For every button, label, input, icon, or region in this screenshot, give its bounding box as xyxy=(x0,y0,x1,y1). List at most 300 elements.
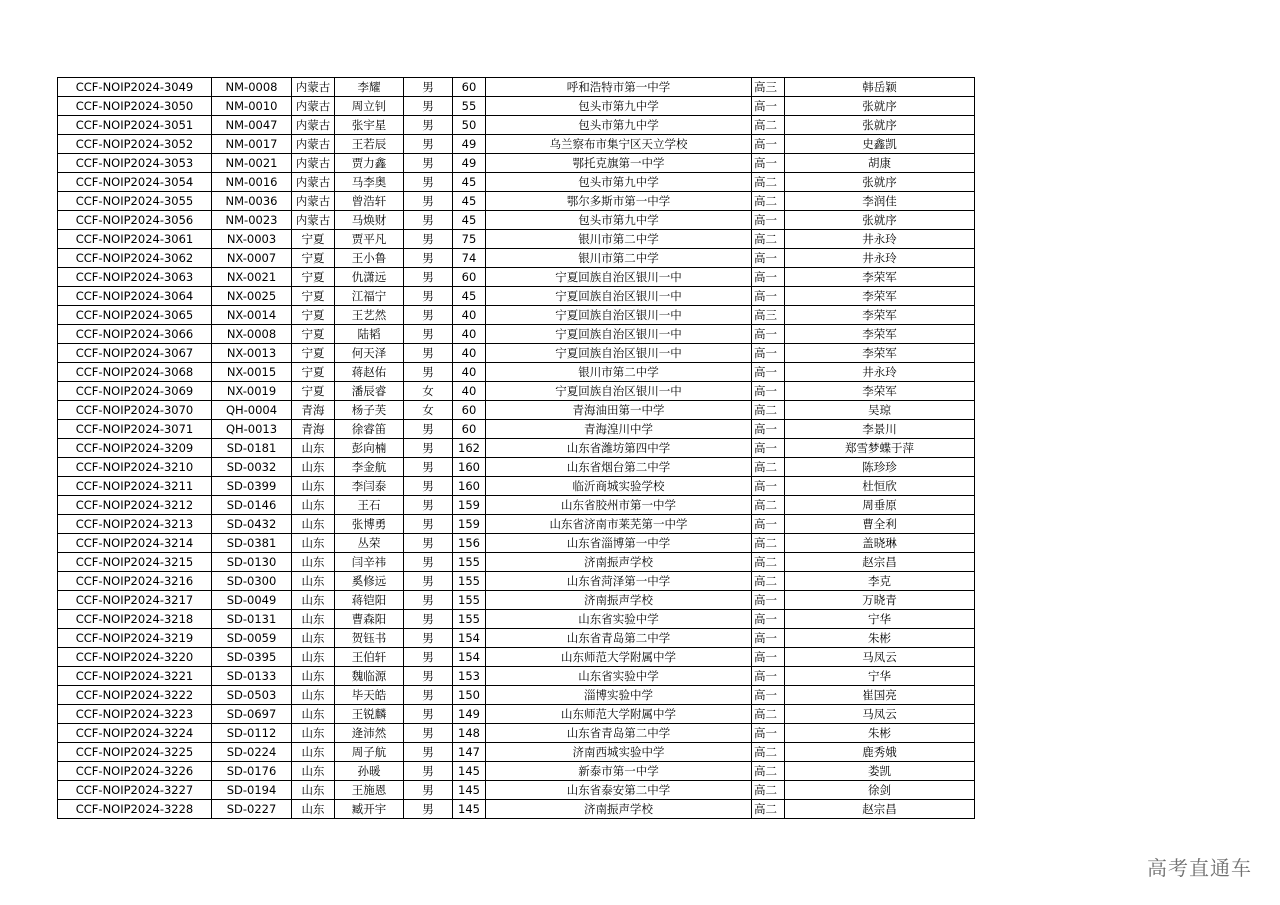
cell-teacher: 崔国亮 xyxy=(785,686,975,705)
cell-grade: 高二 xyxy=(752,116,785,135)
cell-grade: 高一 xyxy=(752,591,785,610)
cell-score: 160 xyxy=(453,458,486,477)
cell-province: 宁夏 xyxy=(292,344,335,363)
cell-grade: 高一 xyxy=(752,648,785,667)
cell-contestant-id: SD-0300 xyxy=(212,572,292,591)
cell-teacher: 李润佳 xyxy=(785,192,975,211)
cell-teacher: 马凤云 xyxy=(785,705,975,724)
cell-name: 孙暖 xyxy=(335,762,404,781)
cell-score: 145 xyxy=(453,800,486,819)
cell-contestant-id: SD-0194 xyxy=(212,781,292,800)
cell-cert-id: CCF-NOIP2024-3209 xyxy=(58,439,212,458)
cell-contestant-id: NM-0047 xyxy=(212,116,292,135)
table-row xyxy=(58,534,975,553)
cell-province: 山东 xyxy=(292,762,335,781)
cell-score: 150 xyxy=(453,686,486,705)
cell-school: 山东省青岛第二中学 xyxy=(486,724,752,743)
cell-name: 王若辰 xyxy=(335,135,404,154)
cell-province: 内蒙古 xyxy=(292,192,335,211)
cell-school: 济南振声学校 xyxy=(486,800,752,819)
cell-name: 蒋赵佑 xyxy=(335,363,404,382)
cell-school: 济南振声学校 xyxy=(486,591,752,610)
cell-school: 新泰市第一中学 xyxy=(486,762,752,781)
cell-school: 宁夏回族自治区银川一中 xyxy=(486,382,752,401)
cell-province: 山东 xyxy=(292,686,335,705)
cell-gender: 男 xyxy=(404,553,453,572)
cell-name: 曾浩轩 xyxy=(335,192,404,211)
cell-school: 淄博实验中学 xyxy=(486,686,752,705)
cell-school: 宁夏回族自治区银川一中 xyxy=(486,287,752,306)
cell-cert-id: CCF-NOIP2024-3071 xyxy=(58,420,212,439)
table-row xyxy=(58,268,975,287)
cell-score: 155 xyxy=(453,610,486,629)
cell-name: 徐睿笛 xyxy=(335,420,404,439)
cell-province: 山东 xyxy=(292,705,335,724)
cell-gender: 男 xyxy=(404,743,453,762)
cell-contestant-id: NX-0008 xyxy=(212,325,292,344)
cell-gender: 男 xyxy=(404,629,453,648)
cell-contestant-id: SD-0181 xyxy=(212,439,292,458)
cell-grade: 高二 xyxy=(752,572,785,591)
cell-score: 154 xyxy=(453,648,486,667)
cell-province: 山东 xyxy=(292,610,335,629)
cell-school: 临沂商城实验学校 xyxy=(486,477,752,496)
cell-cert-id: CCF-NOIP2024-3067 xyxy=(58,344,212,363)
cell-gender: 男 xyxy=(404,439,453,458)
cell-grade: 高一 xyxy=(752,268,785,287)
cell-teacher: 张就序 xyxy=(785,116,975,135)
cell-score: 40 xyxy=(453,306,486,325)
cell-gender: 男 xyxy=(404,325,453,344)
cell-teacher: 韩岳颖 xyxy=(785,78,975,97)
cell-teacher: 周垂原 xyxy=(785,496,975,515)
cell-province: 内蒙古 xyxy=(292,173,335,192)
cell-province: 山东 xyxy=(292,591,335,610)
cell-teacher: 李荣军 xyxy=(785,306,975,325)
cell-province: 山东 xyxy=(292,515,335,534)
cell-name: 闫辛祎 xyxy=(335,553,404,572)
cell-name: 陆韬 xyxy=(335,325,404,344)
table-row xyxy=(58,686,975,705)
cell-province: 内蒙古 xyxy=(292,97,335,116)
table-row xyxy=(58,287,975,306)
cell-score: 155 xyxy=(453,553,486,572)
cell-teacher: 朱彬 xyxy=(785,629,975,648)
cell-grade: 高三 xyxy=(752,78,785,97)
cell-teacher: 赵宗昌 xyxy=(785,553,975,572)
cell-grade: 高二 xyxy=(752,705,785,724)
cell-teacher: 盖晓琳 xyxy=(785,534,975,553)
table-row xyxy=(58,344,975,363)
table-row xyxy=(58,135,975,154)
cell-gender: 男 xyxy=(404,344,453,363)
cell-contestant-id: SD-0395 xyxy=(212,648,292,667)
cell-grade: 高一 xyxy=(752,667,785,686)
cell-gender: 男 xyxy=(404,572,453,591)
cell-school: 山东省烟台第二中学 xyxy=(486,458,752,477)
results-table-body xyxy=(58,78,975,819)
cell-province: 山东 xyxy=(292,439,335,458)
cell-cert-id: CCF-NOIP2024-3225 xyxy=(58,743,212,762)
cell-grade: 高二 xyxy=(752,458,785,477)
cell-grade: 高一 xyxy=(752,724,785,743)
cell-teacher: 陈珍珍 xyxy=(785,458,975,477)
cell-gender: 男 xyxy=(404,154,453,173)
cell-score: 147 xyxy=(453,743,486,762)
cell-province: 宁夏 xyxy=(292,325,335,344)
watermark-text: 高考直通车 xyxy=(1147,856,1252,880)
cell-gender: 女 xyxy=(404,401,453,420)
cell-score: 60 xyxy=(453,78,486,97)
cell-teacher: 李荣军 xyxy=(785,325,975,344)
cell-gender: 男 xyxy=(404,724,453,743)
table-row xyxy=(58,591,975,610)
cell-name: 贾平凡 xyxy=(335,230,404,249)
cell-name: 周立钊 xyxy=(335,97,404,116)
cell-gender: 男 xyxy=(404,515,453,534)
cell-province: 宁夏 xyxy=(292,287,335,306)
cell-grade: 高一 xyxy=(752,610,785,629)
cell-school: 山东省实验中学 xyxy=(486,667,752,686)
cell-teacher: 杜恒欣 xyxy=(785,477,975,496)
cell-name: 奚修远 xyxy=(335,572,404,591)
cell-contestant-id: SD-0059 xyxy=(212,629,292,648)
cell-gender: 男 xyxy=(404,420,453,439)
cell-gender: 男 xyxy=(404,135,453,154)
table-row xyxy=(58,382,975,401)
cell-name: 张博勇 xyxy=(335,515,404,534)
cell-province: 山东 xyxy=(292,648,335,667)
cell-gender: 男 xyxy=(404,534,453,553)
cell-cert-id: CCF-NOIP2024-3064 xyxy=(58,287,212,306)
table-row xyxy=(58,629,975,648)
cell-school: 山东省菏泽第一中学 xyxy=(486,572,752,591)
cell-gender: 男 xyxy=(404,762,453,781)
cell-name: 王锐麟 xyxy=(335,705,404,724)
cell-province: 内蒙古 xyxy=(292,211,335,230)
cell-school: 宁夏回族自治区银川一中 xyxy=(486,325,752,344)
table-row xyxy=(58,363,975,382)
cell-gender: 男 xyxy=(404,667,453,686)
cell-score: 145 xyxy=(453,781,486,800)
cell-teacher: 李克 xyxy=(785,572,975,591)
cell-teacher: 曹全利 xyxy=(785,515,975,534)
cell-school: 鄂尔多斯市第一中学 xyxy=(486,192,752,211)
cell-score: 60 xyxy=(453,268,486,287)
cell-contestant-id: SD-0131 xyxy=(212,610,292,629)
cell-school: 济南西城实验中学 xyxy=(486,743,752,762)
cell-school: 青海湟川中学 xyxy=(486,420,752,439)
table-row xyxy=(58,572,975,591)
cell-contestant-id: QH-0013 xyxy=(212,420,292,439)
cell-grade: 高一 xyxy=(752,325,785,344)
cell-gender: 男 xyxy=(404,610,453,629)
cell-province: 宁夏 xyxy=(292,363,335,382)
cell-cert-id: CCF-NOIP2024-3218 xyxy=(58,610,212,629)
cell-province: 青海 xyxy=(292,401,335,420)
table-row xyxy=(58,553,975,572)
cell-gender: 男 xyxy=(404,230,453,249)
cell-teacher: 宁华 xyxy=(785,610,975,629)
cell-teacher: 赵宗昌 xyxy=(785,800,975,819)
cell-gender: 男 xyxy=(404,192,453,211)
cell-province: 山东 xyxy=(292,743,335,762)
cell-province: 宁夏 xyxy=(292,382,335,401)
cell-score: 45 xyxy=(453,211,486,230)
cell-contestant-id: SD-0112 xyxy=(212,724,292,743)
cell-name: 蒋铠阳 xyxy=(335,591,404,610)
cell-cert-id: CCF-NOIP2024-3051 xyxy=(58,116,212,135)
cell-gender: 男 xyxy=(404,686,453,705)
cell-province: 宁夏 xyxy=(292,230,335,249)
cell-school: 呼和浩特市第一中学 xyxy=(486,78,752,97)
cell-cert-id: CCF-NOIP2024-3211 xyxy=(58,477,212,496)
cell-contestant-id: NX-0019 xyxy=(212,382,292,401)
cell-name: 曹森阳 xyxy=(335,610,404,629)
table-row xyxy=(58,648,975,667)
cell-name: 王施恩 xyxy=(335,781,404,800)
cell-cert-id: CCF-NOIP2024-3222 xyxy=(58,686,212,705)
cell-contestant-id: NM-0016 xyxy=(212,173,292,192)
cell-contestant-id: SD-0032 xyxy=(212,458,292,477)
table-row xyxy=(58,192,975,211)
cell-contestant-id: NX-0013 xyxy=(212,344,292,363)
cell-school: 包头市第九中学 xyxy=(486,116,752,135)
cell-grade: 高二 xyxy=(752,762,785,781)
cell-name: 魏临源 xyxy=(335,667,404,686)
table-row xyxy=(58,420,975,439)
cell-score: 159 xyxy=(453,515,486,534)
cell-cert-id: CCF-NOIP2024-3056 xyxy=(58,211,212,230)
table-row xyxy=(58,116,975,135)
cell-cert-id: CCF-NOIP2024-3062 xyxy=(58,249,212,268)
cell-grade: 高三 xyxy=(752,306,785,325)
cell-contestant-id: SD-0227 xyxy=(212,800,292,819)
cell-cert-id: CCF-NOIP2024-3068 xyxy=(58,363,212,382)
cell-name: 彭向楠 xyxy=(335,439,404,458)
cell-cert-id: CCF-NOIP2024-3215 xyxy=(58,553,212,572)
cell-teacher: 李荣军 xyxy=(785,344,975,363)
cell-name: 周子航 xyxy=(335,743,404,762)
cell-gender: 男 xyxy=(404,496,453,515)
cell-teacher: 朱彬 xyxy=(785,724,975,743)
cell-school: 宁夏回族自治区银川一中 xyxy=(486,268,752,287)
cell-contestant-id: NM-0010 xyxy=(212,97,292,116)
cell-gender: 男 xyxy=(404,116,453,135)
cell-province: 山东 xyxy=(292,477,335,496)
cell-teacher: 井永玲 xyxy=(785,363,975,382)
cell-cert-id: CCF-NOIP2024-3216 xyxy=(58,572,212,591)
cell-contestant-id: SD-0381 xyxy=(212,534,292,553)
cell-score: 55 xyxy=(453,97,486,116)
cell-grade: 高一 xyxy=(752,629,785,648)
cell-grade: 高二 xyxy=(752,401,785,420)
cell-school: 山东省潍坊第四中学 xyxy=(486,439,752,458)
cell-province: 山东 xyxy=(292,534,335,553)
table-row xyxy=(58,724,975,743)
cell-grade: 高二 xyxy=(752,553,785,572)
cell-contestant-id: SD-0224 xyxy=(212,743,292,762)
cell-name: 贺钰书 xyxy=(335,629,404,648)
table-row xyxy=(58,78,975,97)
cell-school: 包头市第九中学 xyxy=(486,211,752,230)
cell-school: 山东省泰安第二中学 xyxy=(486,781,752,800)
cell-teacher: 娄凯 xyxy=(785,762,975,781)
cell-province: 内蒙古 xyxy=(292,78,335,97)
cell-contestant-id: SD-0399 xyxy=(212,477,292,496)
cell-cert-id: CCF-NOIP2024-3224 xyxy=(58,724,212,743)
cell-cert-id: CCF-NOIP2024-3069 xyxy=(58,382,212,401)
cell-school: 山东师范大学附属中学 xyxy=(486,648,752,667)
cell-grade: 高一 xyxy=(752,420,785,439)
cell-gender: 男 xyxy=(404,591,453,610)
cell-grade: 高二 xyxy=(752,230,785,249)
cell-name: 马李奥 xyxy=(335,173,404,192)
cell-province: 宁夏 xyxy=(292,249,335,268)
cell-cert-id: CCF-NOIP2024-3213 xyxy=(58,515,212,534)
cell-cert-id: CCF-NOIP2024-3226 xyxy=(58,762,212,781)
cell-contestant-id: SD-0146 xyxy=(212,496,292,515)
cell-contestant-id: SD-0130 xyxy=(212,553,292,572)
cell-gender: 男 xyxy=(404,648,453,667)
table-row xyxy=(58,97,975,116)
cell-contestant-id: SD-0697 xyxy=(212,705,292,724)
cell-gender: 男 xyxy=(404,477,453,496)
cell-grade: 高一 xyxy=(752,686,785,705)
cell-cert-id: CCF-NOIP2024-3221 xyxy=(58,667,212,686)
table-row xyxy=(58,610,975,629)
results-table xyxy=(57,77,975,819)
cell-score: 40 xyxy=(453,382,486,401)
table-row xyxy=(58,667,975,686)
cell-cert-id: CCF-NOIP2024-3212 xyxy=(58,496,212,515)
cell-score: 155 xyxy=(453,591,486,610)
cell-teacher: 李荣军 xyxy=(785,382,975,401)
cell-school: 山东省淄博第一中学 xyxy=(486,534,752,553)
cell-contestant-id: SD-0133 xyxy=(212,667,292,686)
cell-score: 154 xyxy=(453,629,486,648)
cell-province: 青海 xyxy=(292,420,335,439)
cell-cert-id: CCF-NOIP2024-3049 xyxy=(58,78,212,97)
cell-grade: 高二 xyxy=(752,192,785,211)
cell-name: 王石 xyxy=(335,496,404,515)
cell-name: 李金航 xyxy=(335,458,404,477)
cell-teacher: 吴琼 xyxy=(785,401,975,420)
cell-teacher: 胡康 xyxy=(785,154,975,173)
cell-contestant-id: NX-0021 xyxy=(212,268,292,287)
cell-score: 45 xyxy=(453,192,486,211)
cell-score: 40 xyxy=(453,363,486,382)
table-row xyxy=(58,325,975,344)
table-row xyxy=(58,781,975,800)
cell-contestant-id: NX-0025 xyxy=(212,287,292,306)
cell-province: 宁夏 xyxy=(292,268,335,287)
cell-teacher: 张就序 xyxy=(785,173,975,192)
cell-cert-id: CCF-NOIP2024-3066 xyxy=(58,325,212,344)
cell-score: 155 xyxy=(453,572,486,591)
cell-name: 王艺然 xyxy=(335,306,404,325)
cell-gender: 女 xyxy=(404,382,453,401)
cell-score: 149 xyxy=(453,705,486,724)
cell-teacher: 鹿秀娥 xyxy=(785,743,975,762)
cell-school: 银川市第二中学 xyxy=(486,249,752,268)
cell-cert-id: CCF-NOIP2024-3065 xyxy=(58,306,212,325)
cell-school: 山东师范大学附属中学 xyxy=(486,705,752,724)
cell-school: 包头市第九中学 xyxy=(486,97,752,116)
cell-school: 山东省实验中学 xyxy=(486,610,752,629)
cell-cert-id: CCF-NOIP2024-3050 xyxy=(58,97,212,116)
cell-name: 李闫泰 xyxy=(335,477,404,496)
cell-teacher: 井永玲 xyxy=(785,230,975,249)
cell-name: 王伯轩 xyxy=(335,648,404,667)
cell-school: 济南振声学校 xyxy=(486,553,752,572)
cell-contestant-id: SD-0432 xyxy=(212,515,292,534)
cell-contestant-id: NM-0017 xyxy=(212,135,292,154)
cell-gender: 男 xyxy=(404,287,453,306)
cell-score: 148 xyxy=(453,724,486,743)
cell-contestant-id: NX-0007 xyxy=(212,249,292,268)
cell-score: 50 xyxy=(453,116,486,135)
cell-score: 162 xyxy=(453,439,486,458)
cell-grade: 高一 xyxy=(752,135,785,154)
cell-cert-id: CCF-NOIP2024-3228 xyxy=(58,800,212,819)
table-row xyxy=(58,458,975,477)
cell-school: 山东省青岛第二中学 xyxy=(486,629,752,648)
cell-name: 江福宁 xyxy=(335,287,404,306)
cell-cert-id: CCF-NOIP2024-3223 xyxy=(58,705,212,724)
cell-cert-id: CCF-NOIP2024-3061 xyxy=(58,230,212,249)
cell-score: 49 xyxy=(453,135,486,154)
cell-name: 李耀 xyxy=(335,78,404,97)
cell-name: 丛荣 xyxy=(335,534,404,553)
cell-province: 宁夏 xyxy=(292,306,335,325)
table-row xyxy=(58,401,975,420)
cell-grade: 高二 xyxy=(752,800,785,819)
cell-score: 74 xyxy=(453,249,486,268)
cell-score: 40 xyxy=(453,325,486,344)
cell-cert-id: CCF-NOIP2024-3053 xyxy=(58,154,212,173)
cell-gender: 男 xyxy=(404,781,453,800)
cell-contestant-id: NX-0003 xyxy=(212,230,292,249)
cell-score: 159 xyxy=(453,496,486,515)
cell-name: 仇潇远 xyxy=(335,268,404,287)
table-row xyxy=(58,496,975,515)
cell-province: 内蒙古 xyxy=(292,135,335,154)
cell-score: 145 xyxy=(453,762,486,781)
cell-school: 银川市第二中学 xyxy=(486,230,752,249)
cell-contestant-id: SD-0049 xyxy=(212,591,292,610)
cell-teacher: 万晓青 xyxy=(785,591,975,610)
cell-province: 山东 xyxy=(292,496,335,515)
cell-province: 内蒙古 xyxy=(292,154,335,173)
cell-school: 山东省济南市莱芜第一中学 xyxy=(486,515,752,534)
cell-name: 杨子芙 xyxy=(335,401,404,420)
cell-name: 张宇星 xyxy=(335,116,404,135)
cell-contestant-id: SD-0176 xyxy=(212,762,292,781)
cell-gender: 男 xyxy=(404,458,453,477)
cell-province: 山东 xyxy=(292,553,335,572)
cell-name: 何天泽 xyxy=(335,344,404,363)
cell-teacher: 李荣军 xyxy=(785,268,975,287)
cell-grade: 高二 xyxy=(752,496,785,515)
cell-name: 臧开宇 xyxy=(335,800,404,819)
cell-name: 潘辰睿 xyxy=(335,382,404,401)
cell-grade: 高二 xyxy=(752,743,785,762)
cell-contestant-id: NM-0036 xyxy=(212,192,292,211)
cell-teacher: 马凤云 xyxy=(785,648,975,667)
cell-teacher: 井永玲 xyxy=(785,249,975,268)
cell-contestant-id: SD-0503 xyxy=(212,686,292,705)
